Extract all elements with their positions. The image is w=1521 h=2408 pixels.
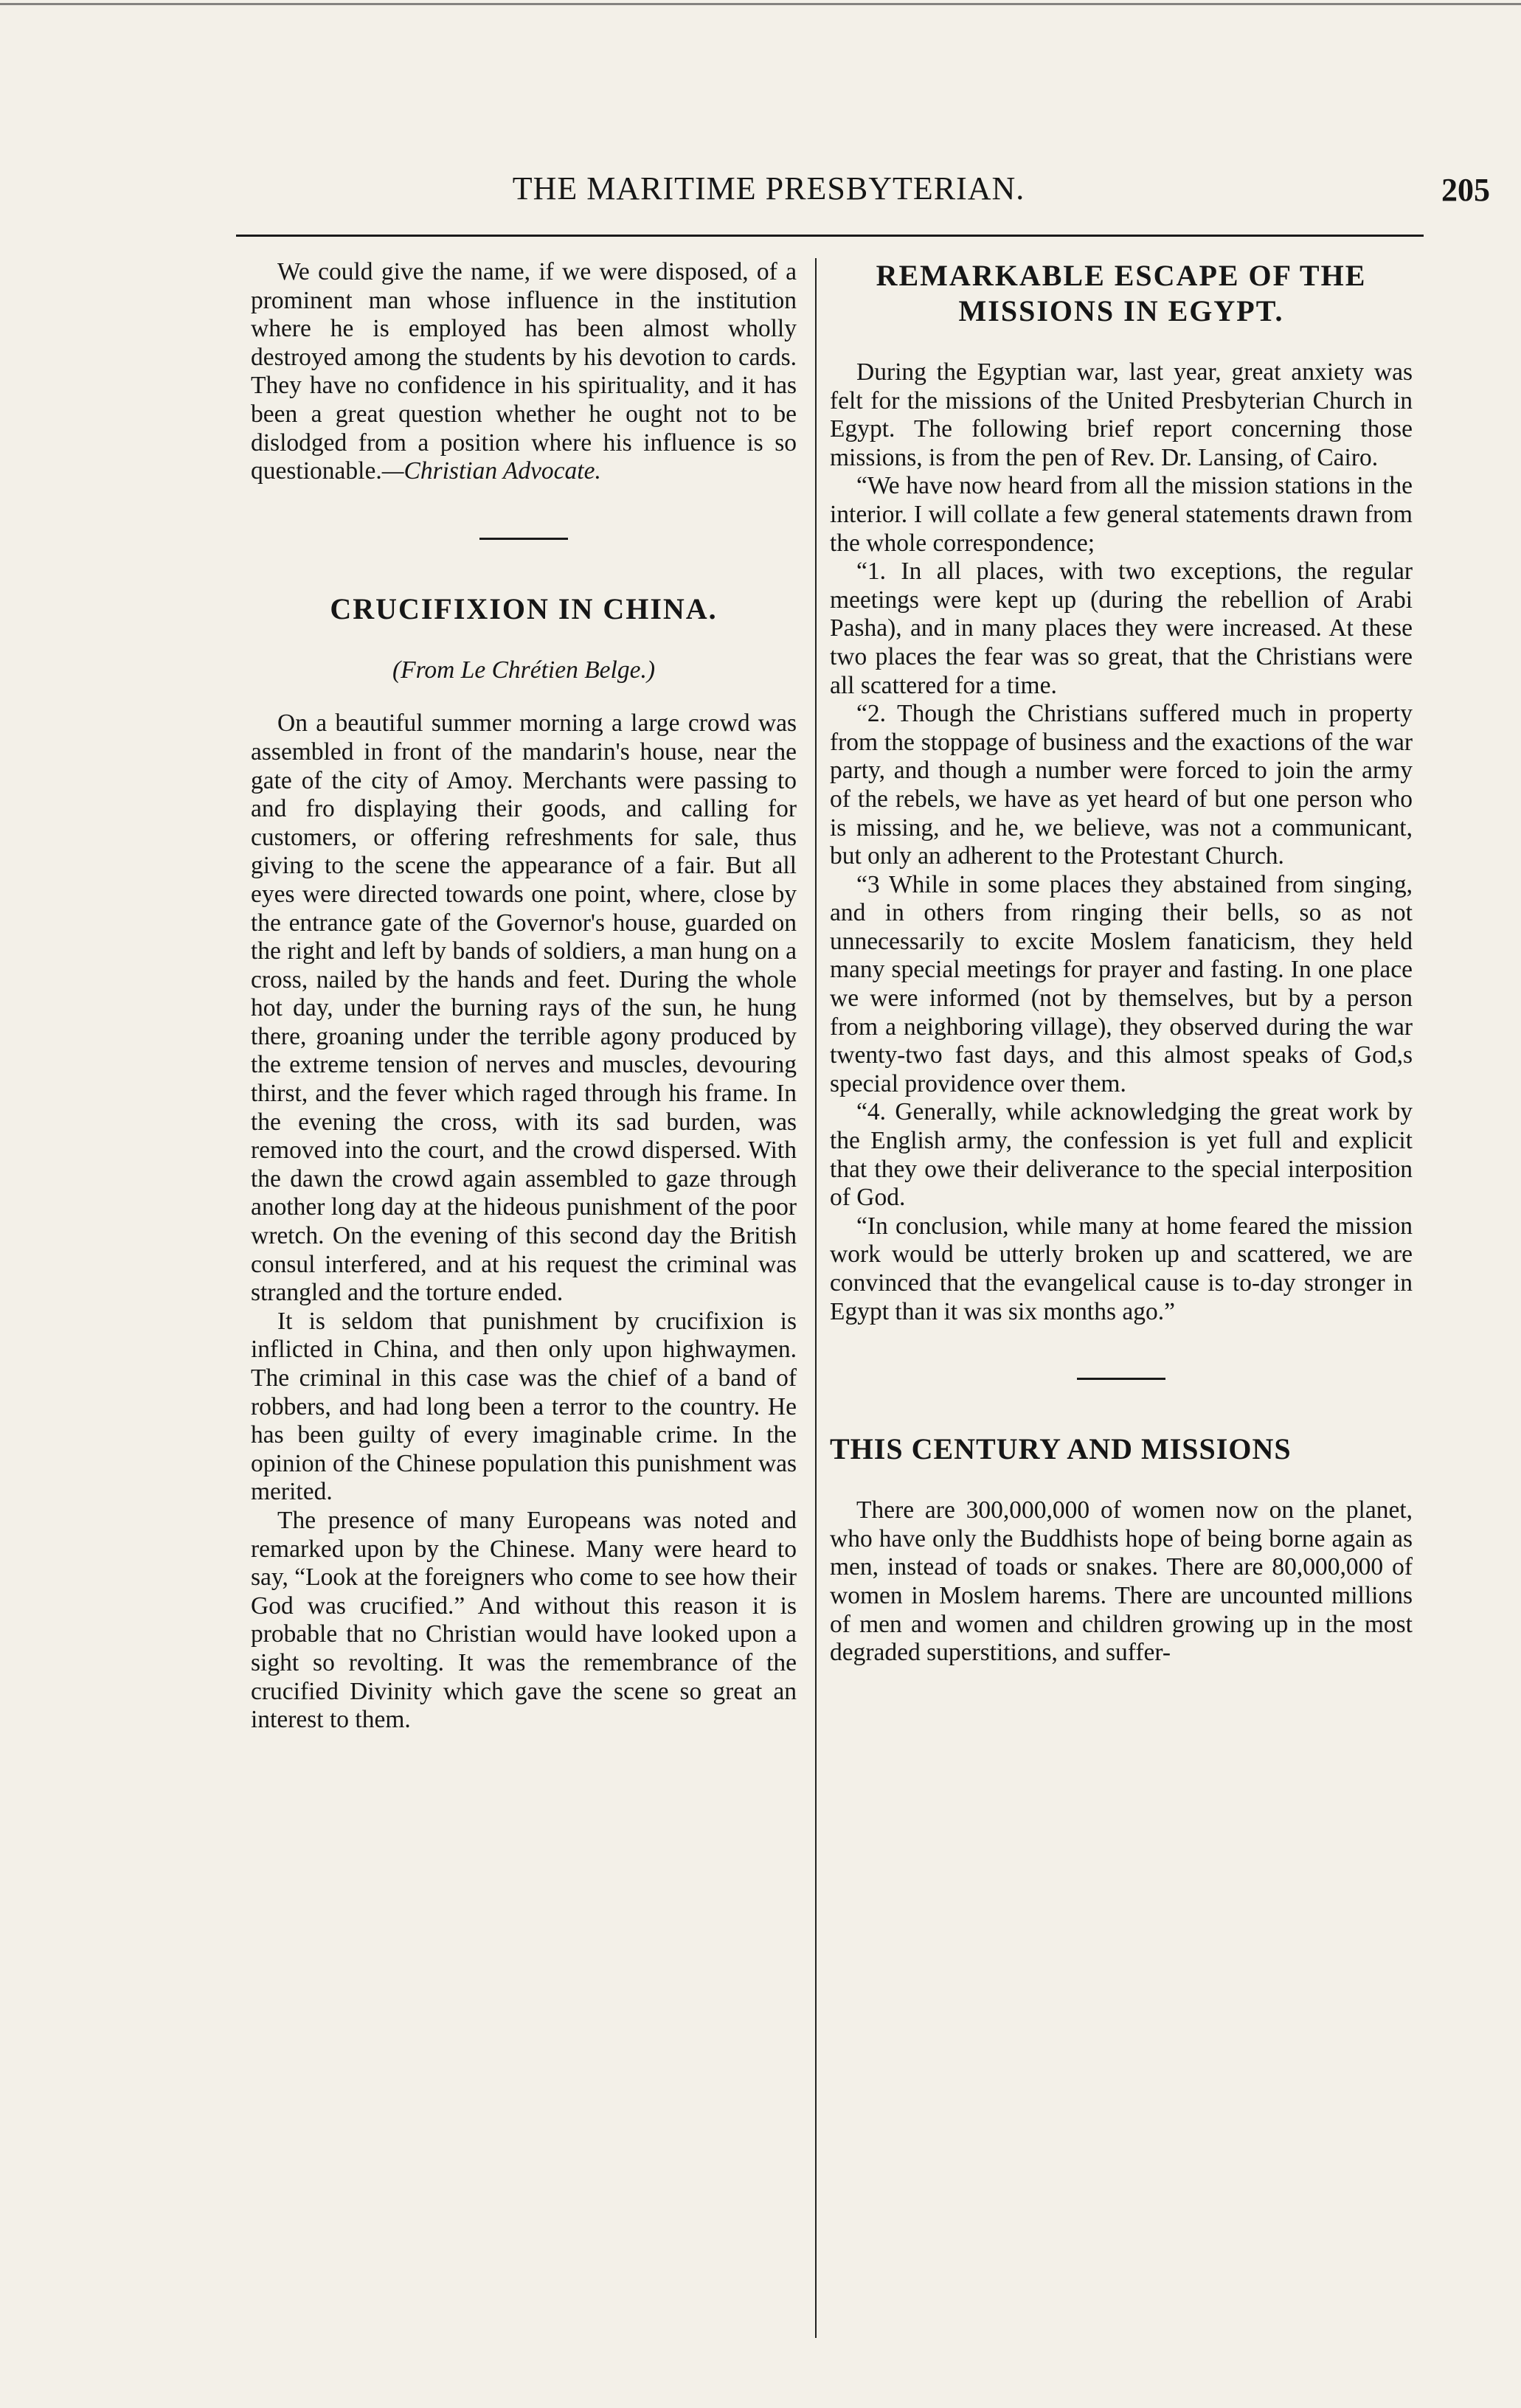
article-headline (830, 258, 1413, 329)
article-headline: THIS CENTURY AND MISSIONS (830, 1432, 1292, 1466)
article-paragraph: “4. Generally, while acknowledging the great work by the English army, the confession is yet full and explicit that they owe their deliverance to the special interposition of God. (830, 1098, 1413, 1212)
headline-line: MISSIONS IN EGYPT. (958, 294, 1284, 327)
article-source: (From Le Chrétien Belge.) (392, 656, 655, 684)
running-head: THE MARITIME PRESBYTERIAN. (512, 170, 1025, 207)
article-paragraph: “In conclusion, while many at home feared the mission work would be utterly broken up and scattered, we are convinced that the evangelical cause is to-day stronger in Egypt than it was six months ago.” (830, 1212, 1413, 1325)
opening-text: We could give the name, if we were disposed, of a prominent man whose influence in the institution where he is employed has been almost wholly destroyed among the students by his devotion to cards. They have no confidence in his spirituality, and it has been a great question whether he ought not to be dislodged from a position where his influence is so questionable. (251, 258, 797, 485)
opening-paragraph (251, 258, 797, 486)
article-paragraph: During the Egyptian war, last year, great anxiety was felt for the missions of the United Presbyterian Church in Egypt. The following brief report concerning those missions, is from the pen of Rev. Dr. Lansing, of Cairo. (830, 358, 1413, 471)
article-headline: CRUCIFIXION IN CHINA. (330, 591, 718, 625)
page-number: 205 (1441, 172, 1490, 208)
article-paragraph: The presence of many Europeans was noted and remarked upon by the Chinese. Many were heard to say, “Look at the foreigners who come to see how their God was crucified.” And without this reason it is probable that no Christian would have looked upon a sight so revolting. It was the remembrance of the crucified Divinity which gave the scene so great an interest to them. (251, 1506, 797, 1734)
page-header (221, 170, 1490, 229)
opening-credit: —Christian Advocate. (381, 457, 601, 485)
article-paragraph: It is seldom that punishment by crucifixion is inflicted in China, and then only upon highwaymen. The criminal in this case was the chief of a band of robbers, and had long been a terror to the country. He has been guilty of every imaginable crime. In the opinion of the Chinese population this punishment was merited. (251, 1307, 797, 1506)
right-column (830, 258, 1413, 1668)
headline-line: REMARKABLE ESCAPE OF THE (876, 259, 1367, 292)
article-paragraph: There are 300,000,000 of women now on the planet, who have only the Buddhists hope of being borne again as men, instead of toads or snakes. There are 80,000,000 of women in Moslem harems. There are uncounted millions of men and women and children growing up in the most degraded superstitions, and suffer- (830, 1496, 1413, 1667)
article-paragraph: “1. In all places, with two exceptions, the regular meetings were kept up (during the rebellion of Arabi Pasha), and in many places they were increased. At these two places the fear was so great, that the Christians were all scattered for a time. (830, 558, 1413, 699)
article-paragraph: “2. Though the Christians suffered much in property from the stoppage of business and the exactions of the war party, and though a number were forced to join the army of the rebels, we have as yet heard of but one person who is missing, and he, we believe, was not a communicant, but only an adherent to the Protestant Church. (830, 700, 1413, 870)
article-paragraph: On a beautiful summer morning a large crowd was assembled in front of the mandarin's house, near the gate of the city of Amoy. Merchants were passing to and fro displaying their goods, and calling for customers, or offering refreshments for sale, thus giving to the scene the appearance of a fair. But all eyes were directed towards one point, where, close by the entrance gate of the Governor's house, guarded on the right and left by bands of soldiers, a man hung on a cross, nailed by the hands and feet. During the whole hot day, under the burning rays of the sun, he hung there, groaning under the terrible agony produced by the extreme tension of nerves and muscles, devouring thirst, and the fever which raged through his frame. In the evening the cross, with its sad burden, was removed into the court, and the crowd dispersed. With the dawn the crowd again assembled to gaze through another long day at the hideous punishment of the poor wretch. On the evening of this second day the British consul interfered, and at his request the criminal was strangled and the torture ended. (251, 709, 797, 1307)
scan-edge (0, 3, 1521, 27)
column-divider (815, 258, 817, 2338)
article-paragraph: “3 While in some places they abstained from singing, and in others from ringing their bells, so as not unnecessarily to excite Moslem fanaticism, they held many special meetings for prayer and fasting. In one place we were informed (not by themselves, but by a person from a neighboring village), they observed during the war twenty-two fast days, and this almost speaks of God,s special providence over them. (830, 870, 1413, 1097)
article-paragraph: “We have now heard from all the mission stations in the interior. I will collate a few general statements drawn from the whole correspondence; (830, 472, 1413, 557)
left-column (251, 258, 797, 1735)
header-rule (236, 235, 1424, 237)
